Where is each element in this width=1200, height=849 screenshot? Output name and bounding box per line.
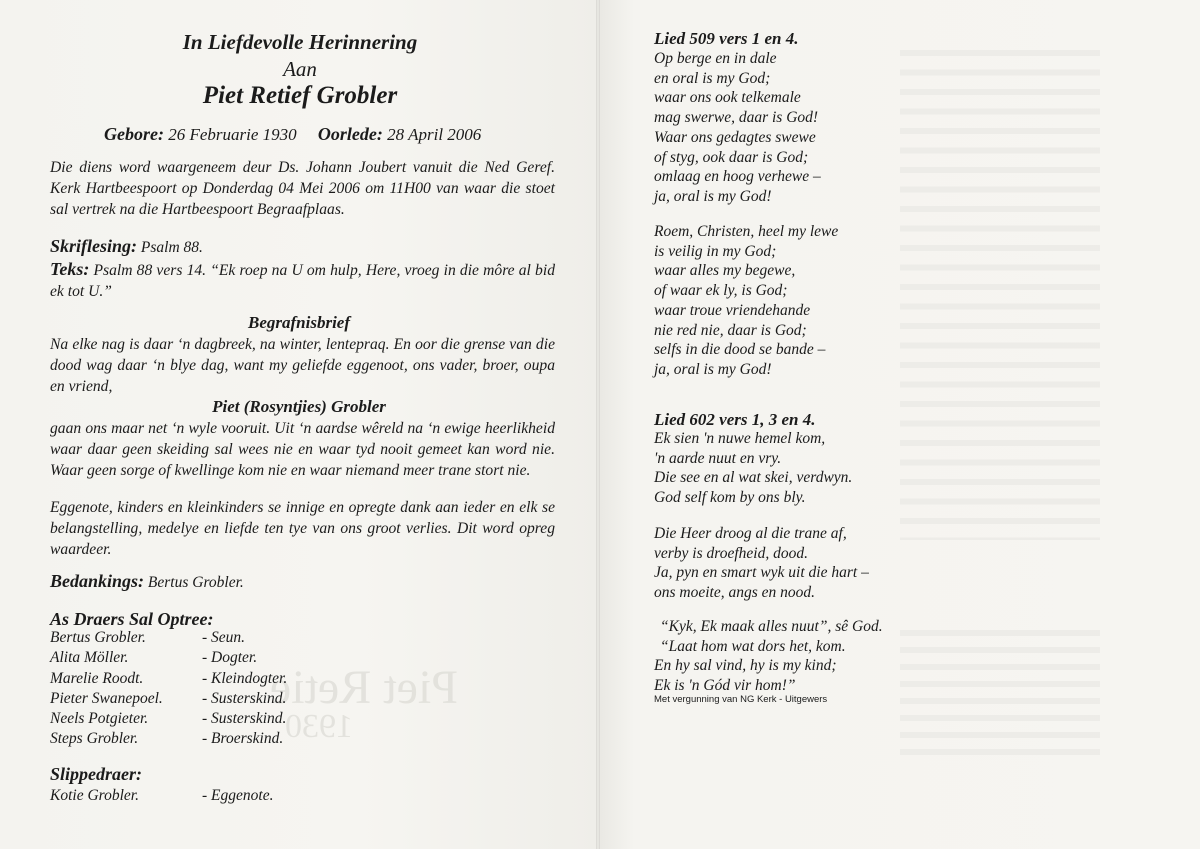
- hymn-509-verse-4: [654, 222, 838, 380]
- scripture-reading: [50, 236, 203, 257]
- service-details: Die diens word waargeneem deur Ds. Johann Joubert vanuit die Ned Geref. Kerk Hartbeespoort op Donderdag 04 Mei 2006 om 11H00 van waar die stoet sal vertrek na die Hartbeespoort Begraafplaas.: [50, 159, 555, 218]
- hymn-509-title: Lied 509 vers 1 en 4.: [654, 29, 799, 48]
- verse-line: of waar ek ly, is God;: [654, 282, 788, 300]
- verse-line: waar troue vriendehande: [654, 301, 811, 319]
- life-dates: [104, 124, 481, 145]
- slip-bearer: [50, 787, 273, 807]
- acknowledgements-label: Bedankings:: [50, 571, 145, 591]
- sermon-text-label: Teks:: [50, 259, 90, 279]
- hymn-602-verse-3: [654, 524, 869, 603]
- verse-line: mag swerwe, daar is God!: [654, 109, 819, 127]
- bearer-name: Steps Grobler.: [50, 730, 139, 748]
- bearer-relation: - Susterskind.: [202, 689, 287, 707]
- verse-line: waar ons ook telkemale: [654, 89, 801, 107]
- bearer-relation: - Kleindogter.: [202, 669, 288, 687]
- show-through-years: 1930: [285, 708, 353, 745]
- verse-line: Waar ons gedagtes swewe: [654, 128, 816, 146]
- verse-line: Ek is 'n Gód vir hom!”: [654, 677, 796, 695]
- bearer-row: [50, 649, 287, 669]
- verse-line: “Laat hom wat dors het, kom.: [660, 637, 846, 655]
- deceased-nickname: Piet (Rosyntjies) Grobler: [212, 397, 386, 416]
- family-thanks: Eggenote, kinders en kleinkinders se innige en opregte dank aan ieder en elk se belangstelling, medelye en liefde ten tye van ons groot verlies. Dit word opreg waardeer.: [50, 499, 555, 558]
- slip-bearer-row: [50, 787, 273, 807]
- born-label: Gebore:: [104, 124, 164, 144]
- memorial-heading: In Liefdevolle Herinnering: [182, 30, 418, 54]
- born-date: 26 Februarie 1930: [168, 125, 297, 144]
- slip-bearer-title: Slippedraer:: [50, 764, 142, 784]
- hymn-509-verse-1: [654, 49, 821, 207]
- scripture-value: Psalm 88.: [140, 239, 203, 256]
- deceased-name: Piet Retief Grobler: [202, 82, 398, 109]
- died-date: 28 April 2006: [387, 125, 482, 144]
- funeral-letter-intro: Na elke nag is daar ‘n dagbreek, na winter, lentepraq. En oor die grense van die dood wag daar ‘n blye dag, want my geliefde eggenoot, ons vader, broer, oupa en vriend,: [50, 336, 555, 395]
- verse-line: Roem, Christen, heel my lewe: [654, 223, 839, 240]
- verse-line: ja, oral is my God!: [654, 187, 772, 205]
- verse-line: Op berge en in dale: [654, 50, 777, 67]
- bearer-name: Pieter Swanepoel.: [50, 689, 163, 707]
- slip-bearer-relation: - Eggenote.: [202, 787, 274, 804]
- bearer-row: [50, 730, 287, 750]
- hymn-602-title: Lied 602 vers 1, 3 en 4.: [654, 410, 816, 429]
- page-fold: [596, 0, 600, 849]
- verse-line: Die see en al wat skei, verdwyn.: [654, 469, 853, 487]
- bearer-name: Marelie Roodt.: [50, 669, 144, 687]
- verse-line: 'n aarde nuut en vry.: [654, 449, 782, 467]
- acknowledgements-value: Bertus Grobler.: [147, 574, 244, 591]
- bearer-row: [50, 629, 287, 649]
- bearer-name: Bertus Grobler.: [50, 629, 146, 646]
- memorial-heading-aan: Aan: [283, 57, 317, 81]
- verse-line: selfs in die dood se bande –: [654, 341, 826, 359]
- verse-line: God self kom by ons bly.: [654, 489, 806, 507]
- hymn-602-verse-1: [654, 429, 852, 508]
- publisher-credit: Met vergunning van NG Kerk - Uitgewers: [654, 694, 828, 705]
- show-through-block-2: [900, 630, 1100, 760]
- slip-bearer-name: Kotie Grobler.: [50, 787, 139, 804]
- bearer-relation: - Susterskind.: [202, 710, 287, 728]
- verse-line: en oral is my God;: [654, 69, 771, 87]
- show-through-name: Piet Retie: [270, 661, 458, 714]
- hymn-602-verse-4: [654, 617, 883, 696]
- bearer-row: [50, 690, 287, 710]
- scripture-label: Skriflesing:: [50, 236, 138, 256]
- funeral-letter-body: gaan ons maar net ‘n wyle vooruit. Uit ‘n aardse wêreld na ‘n ewige heerlikheid waar daar geen skeiding sal wees nie en waar tyd nooit gemeet kan word nie. Waar geen sorge of kwellinge kom nie en waar niemand meer trane stort nie.: [50, 420, 555, 479]
- verse-line: En hy sal vind, hy is my kind;: [654, 657, 837, 675]
- pall-bearers-list: [50, 629, 287, 751]
- verse-line: omlaag en hoog verhewe –: [654, 168, 821, 186]
- verse-line: ons moeite, angs en nood.: [654, 584, 816, 602]
- pall-bearers-title: As Draers Sal Optree:: [50, 609, 214, 629]
- verse-line: nie red nie, daar is God;: [654, 321, 807, 339]
- bearer-row: [50, 670, 287, 690]
- verse-line: ja, oral is my God!: [654, 360, 772, 378]
- bearer-name: Neels Potgieter.: [50, 710, 149, 728]
- died-label: Oorlede:: [317, 124, 383, 144]
- verse-line: Die Heer droog al die trane af,: [654, 525, 847, 542]
- bearer-relation: - Dogter.: [202, 649, 258, 667]
- sermon-text-value: Psalm 88 vers 14. “Ek roep na U om hulp, Here, vroeg in die môre al bid ek tot U.”: [50, 262, 555, 300]
- show-through-block: [900, 50, 1100, 540]
- sermon-text: [50, 259, 555, 302]
- verse-line: Ja, pyn en smart wyk uit die hart –: [654, 564, 869, 582]
- verse-line: verby is droefheid, dood.: [654, 544, 808, 562]
- verse-line: is veilig in my God;: [654, 242, 777, 260]
- bearer-relation: - Seun.: [202, 629, 246, 646]
- acknowledgements: [50, 571, 244, 592]
- verse-line: waar alles my begewe,: [654, 262, 796, 280]
- bearer-row: [50, 710, 287, 730]
- verse-line: “Kyk, Ek maak alles nuut”, sê God.: [660, 618, 883, 635]
- bearer-relation: - Broerskind.: [202, 730, 284, 748]
- verse-line: of styg, ook daar is God;: [654, 148, 809, 166]
- verse-line: Ek sien 'n nuwe hemel kom,: [654, 430, 826, 447]
- funeral-letter-title: Begrafnisbrief: [248, 313, 350, 332]
- bearer-name: Alita Möller.: [50, 649, 129, 667]
